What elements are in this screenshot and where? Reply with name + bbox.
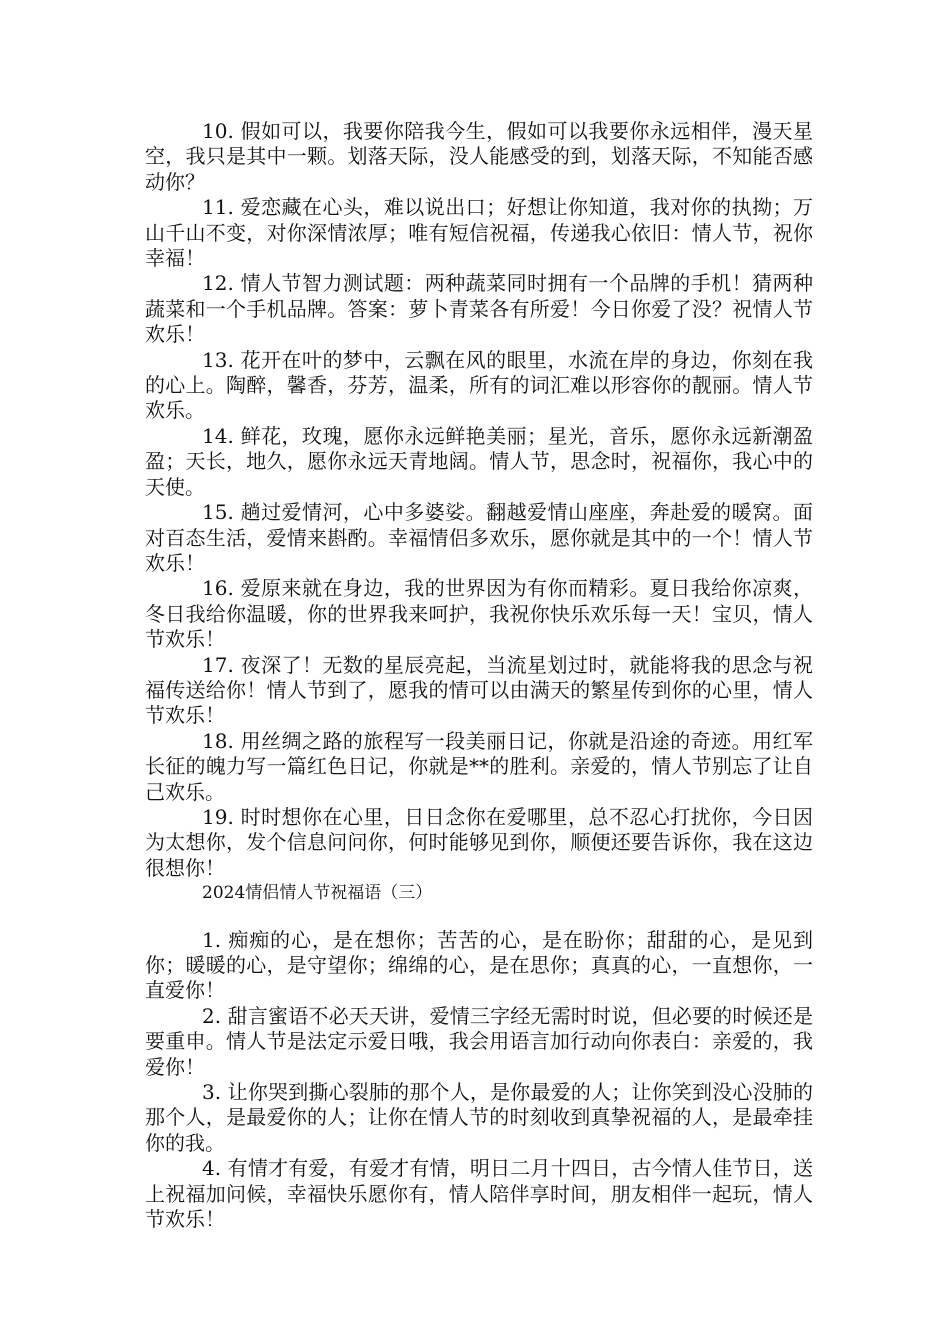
paragraph-1: 1. 痴痴的心，是在想你；苦苦的心，是在盼你；甜甜的心，是见到你；暖暖的心，是守望你；绵绵的心，是在思你；真真的心，一直想你，一直爱你！ (145, 927, 813, 1003)
section-heading: 2024情侣情人节祝福语（三） (202, 883, 433, 904)
paragraph-12: 12. 情人节智力测试题：两种蔬菜同时拥有一个品牌的手机！猜两种蔬菜和一个手机品牌。答案：萝卜青菜各有所爱！今日你爱了没？祝情人节欢乐！ (145, 271, 813, 347)
paragraph-10: 10. 假如可以，我要你陪我今生，假如可以我要你永远相伴，漫天星空，我只是其中一颗。划落天际，没人能感受的到，划落天际，不知能否感动你？ (145, 119, 813, 194)
paragraph-2: 2. 甜言蜜语不必天天讲，爱情三字经无需时时说，但必要的时候还是要重申。情人节是法定示爱日哦，我会用语言加行动向你表白：亲爱的，我爱你！ (145, 1003, 813, 1079)
paragraph-15: 15. 趟过爱情河，心中多婆娑。翻越爱情山座座，奔赴爱的暖窝。面对百态生活，爱情来斟酌。幸福情侣多欢乐，愿你就是其中的一个！情人节欢乐！ (145, 500, 813, 575)
document-page (145, 119, 813, 1232)
paragraph-3: 3. 让你哭到撕心裂肺的那个人，是你最爱的人；让你笑到没心没肺的那个人，是最爱你的人；让你在情人节的时刻收到真挚祝福的人，是最牵挂你的我。 (145, 1080, 813, 1155)
paragraph-11: 11. 爱恋藏在心头，难以说出口；好想让你知道，我对你的执拗；万山千山不变，对你深情浓厚；唯有短信祝福，传递我心依旧：情人节，祝你幸福！ (145, 195, 813, 271)
paragraph-13: 13. 花开在叶的梦中，云飘在风的眼里，水流在岸的身边，你刻在我的心上。陶醉，馨香，芬芳，温柔，所有的词汇难以形容你的靓丽。情人节欢乐。 (145, 347, 813, 423)
paragraph-17: 17. 夜深了！无数的星辰亮起，当流星划过时，就能将我的思念与祝福传送给你！情人节到了，愿我的情可以由满天的繁星传到你的心里，情人节欢乐！ (145, 652, 813, 728)
paragraph-18: 18. 用丝绸之路的旅程写一段美丽日记，你就是沿途的奇迹。用红军长征的魄力写一篇红色日记，你就是**的胜利。亲爱的，情人节别忘了让自己欢乐。 (145, 728, 813, 804)
paragraph-14: 14. 鲜花，玫瑰，愿你永远鲜艳美丽；星光，音乐，愿你永远新潮盈盈；天长，地久，愿你永远天青地阔。情人节，思念时，祝福你，我心中的天使。 (145, 423, 813, 499)
paragraph-16: 16. 爱原来就在身边，我的世界因为有你而精彩。夏日我给你凉爽，冬日我给你温暖，你的世界我来呵护，我祝你快乐欢乐每一天！宝贝，情人节欢乐！ (145, 576, 813, 652)
paragraph-4: 4. 有情才有爱，有爱才有情，明日二月十四日，古今情人佳节日，送上祝福加问候，幸福快乐愿你有，情人陪伴享时间，朋友相伴一起玩，情人节欢乐！ (145, 1156, 813, 1232)
paragraph-19: 19. 时时想你在心里，日日念你在爱哪里，总不忍心打扰你，今日因为太想你，发个信息问问你，何时能够见到你，顺便还要告诉你，我在这边很想你！ (145, 804, 813, 880)
section-spacer (145, 907, 813, 928)
